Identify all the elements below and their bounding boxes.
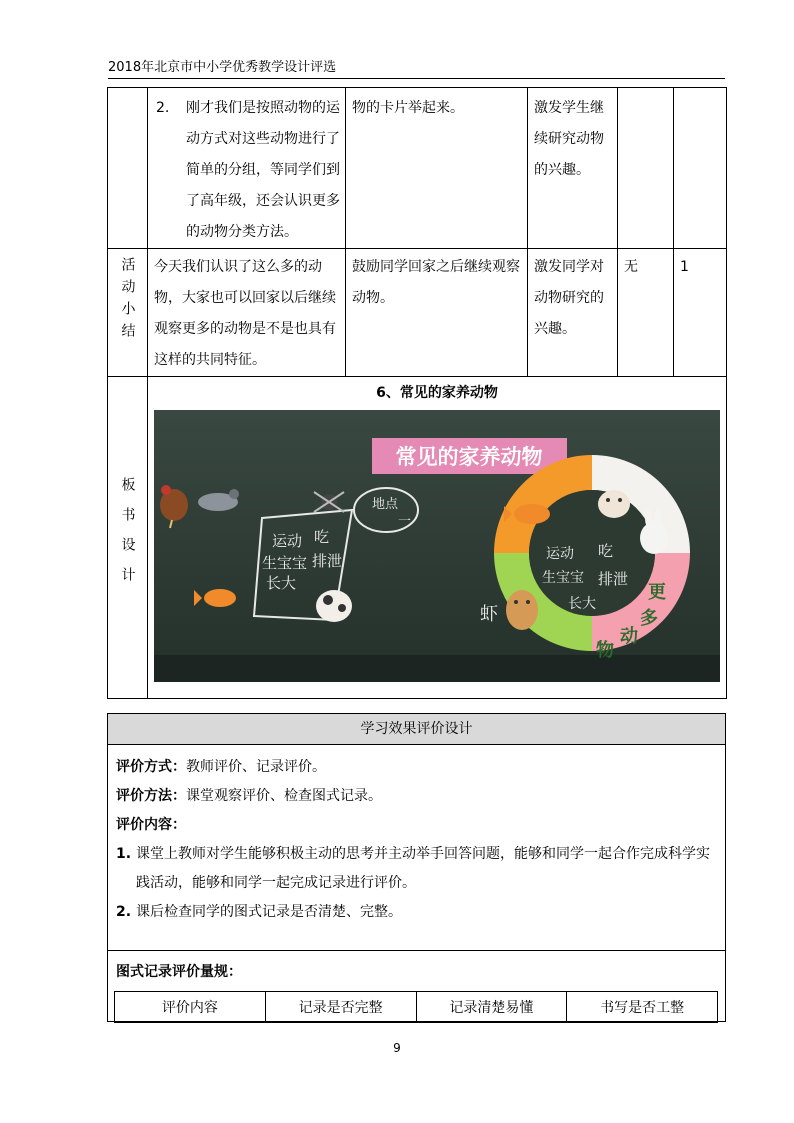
purpose-cell (528, 249, 618, 377)
chalk-text: 运动 (272, 532, 303, 550)
method-label: 评价方式： (116, 759, 186, 775)
ring-text: 排泄 (598, 570, 629, 588)
page-number: 9 (393, 1041, 401, 1055)
media-cell (618, 249, 674, 377)
student-activity-text: 物的卡片举起来。 (352, 100, 464, 116)
board-design-cell (148, 377, 727, 699)
evaluation-item-text: 课堂上教师对学生能够积极主动的思考并主动举手回答问题，能够和同学一起合作完成科学实 (136, 846, 710, 862)
stage-cell (108, 249, 148, 377)
table-row (108, 377, 727, 699)
evaluation-table (107, 713, 726, 1022)
section-title: 学习效果评价设计 (108, 714, 726, 745)
method-text: 教师评价、记录评价。 (186, 759, 326, 775)
chalk-text: 吃 (314, 528, 330, 546)
table-row (108, 88, 727, 249)
board-title: 6、常见的家养动物 (376, 385, 498, 401)
time-cell (674, 88, 727, 249)
blackboard-photo (154, 410, 720, 682)
purpose-text: 激发学生继续研究动物的兴趣。 (534, 100, 604, 178)
ring-text: 长大 (568, 596, 596, 612)
blackboard-drawing (154, 410, 720, 682)
content-label: 评价内容： (116, 817, 186, 833)
ring-text: 吃 (598, 542, 614, 560)
table-header-cell: 记录清楚易懂 (416, 992, 567, 1023)
stage-label: 活动小结 (119, 257, 136, 345)
more-text: 动 (620, 626, 638, 647)
header-rule (108, 78, 725, 79)
evaluation-item-text: 践活动，能够和同学一起完成记录进行评价。 (136, 875, 416, 891)
more-text: 多 (640, 608, 658, 629)
teacher-activity-cell (148, 88, 346, 249)
hamster-icon (506, 590, 538, 630)
ring-text: 运动 (546, 546, 574, 562)
item-number: 2. (116, 904, 132, 920)
chalk-text: 排泄 (312, 552, 343, 570)
chalk-text: 生宝宝 (262, 554, 308, 572)
stage-cell (108, 377, 148, 699)
page-header: 2018年北京市中小学优秀教学设计评选 (108, 60, 337, 75)
approach-text: 课堂观察评价、检查图式记录。 (186, 788, 382, 804)
media-cell (618, 88, 674, 249)
time-cell (674, 249, 727, 377)
teacher-activity-text: 今天我们认识了这么多的动物，大家也可以回家以后继续观察更多的动物是不是也具有这样的共同特征。 (154, 259, 336, 368)
teacher-activity-cell (148, 249, 346, 377)
stage-cell (108, 88, 148, 249)
item-number: 1. (116, 846, 132, 862)
approach-label: 评价方法： (116, 788, 186, 804)
ring-text: 生宝宝 (542, 570, 584, 586)
table-header-cell: 记录是否完整 (265, 992, 416, 1023)
student-activity-cell (346, 249, 528, 377)
student-activity-text: 鼓励同学回家之后继续观察动物。 (352, 259, 520, 306)
rubric-table (114, 991, 718, 1023)
purpose-cell (528, 88, 618, 249)
chalk-bubble-text: 地点 (372, 497, 399, 512)
more-text: 物 (596, 640, 614, 661)
chalk-bubble-text: 一 (398, 514, 412, 529)
student-activity-cell (346, 88, 528, 249)
teacher-activity-text: 刚才我们是按照动物的运动方式对这些动物进行了简单的分组，等同学们到了高年级，还会认识更多的动物分类方法。 (186, 100, 340, 240)
shrimp-text: 虾 (480, 604, 498, 625)
time-text: 1 (680, 259, 689, 275)
rubric-title: 图式记录评价量规： (116, 964, 242, 980)
evaluation-item-text: 课后检查同学的图式记录是否清楚、完整。 (136, 904, 402, 920)
lesson-table (107, 87, 727, 699)
stage-label: 板书设计 (119, 477, 136, 597)
table-row (115, 992, 718, 1023)
puppy-icon (316, 590, 352, 622)
chalk-text: 长大 (266, 574, 297, 592)
media-text: 无 (624, 259, 638, 275)
board-sign-text: 常见的家养动物 (395, 445, 543, 469)
table-header-cell: 书写是否工整 (567, 992, 718, 1023)
table-header-cell: 评价内容 (115, 992, 266, 1023)
more-text: 更 (648, 582, 666, 603)
item-number: 2. (156, 100, 170, 116)
evaluation-body (108, 745, 726, 951)
kitten-icon (598, 490, 630, 518)
table-row (108, 249, 727, 377)
purpose-text: 激发同学对动物研究的兴趣。 (534, 259, 604, 337)
